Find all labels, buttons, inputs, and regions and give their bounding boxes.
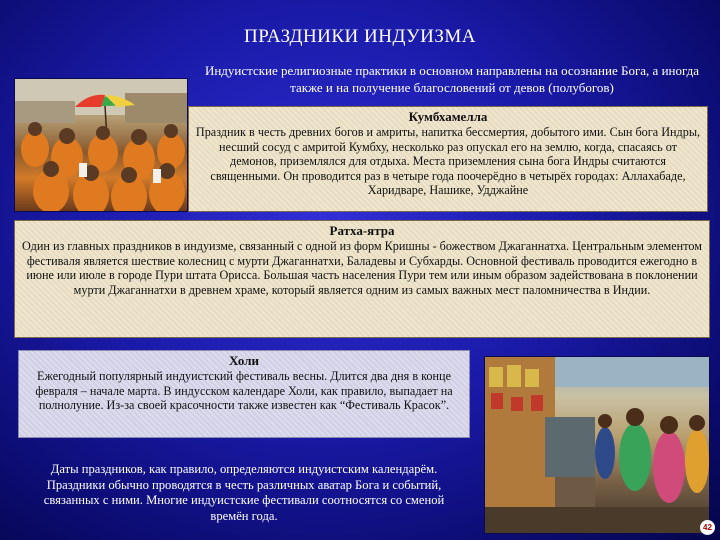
festival-crowd-photo bbox=[14, 78, 188, 212]
holi-panel bbox=[18, 350, 470, 438]
market-illustration bbox=[485, 357, 709, 533]
intro-text: Индуистские религиозные практики в основном направлены на осознание Бога, а иногда также и на получение благословений от девов (полубогов) bbox=[204, 63, 700, 95]
crowd-illustration bbox=[15, 79, 187, 211]
kumbh-mela-text: Праздник в честь древних богов и амриты, напитка бессмертия, добытого ими. Сын бога Индры, несший сосуд с амритой Кумбху, несколько раз опускал его на землю, когда, спасаясь от демонов, приземлялся для отдыха. Места приземления сына бога Индры считаются священными. Он проводится раз в четыре года поочерёдно в четырёх городах: Аллахабаде, Харидваре, Нашике, Удджайне bbox=[195, 125, 701, 198]
kumbh-mela-panel bbox=[188, 106, 708, 212]
ratha-yatra-text: Один из главных праздников в индуизме, связанный с одной из форм Кришны - божеством Джаганнатха. Центральным элементом фестиваля является шествие колесниц с мурти Джаганнатхи, Баладевы и Субхарды. Основной фестиваль проводится ежегодно в июне или июле в городе Пури штата Орисса. Большая часть населения Пури тем или иным образом задействована в поклонении мурти Джаганнатхи в древнем храме, который является одним из самых важных мест паломничества в Индии. bbox=[22, 239, 702, 297]
page-number-badge: 42 bbox=[700, 520, 715, 535]
footer-text: Даты праздников, как правило, определяются индуистским календарём. Праздники обычно проводятся в честь различных аватар Бога и событий, связанных с ними. Многие индуистские фестивали соотносятся со сменой времён года. bbox=[43, 462, 445, 523]
page-title: ПРАЗДНИКИ ИНДУИЗМА bbox=[244, 26, 476, 47]
ratha-yatra-panel bbox=[14, 220, 710, 338]
holi-text: Ежегодный популярный индуистский фестиваль весны. Длится два дня в конце февраля – начале марта. В индусском календаре Холи, как правило, выпадает на полнолуние. Из-за своей красочности также известен как “Фестиваль Красок”. bbox=[35, 369, 453, 413]
market-photo bbox=[484, 356, 710, 534]
ratha-yatra-heading: Ратха-ятра bbox=[329, 223, 395, 238]
holi-heading: Холи bbox=[228, 353, 260, 368]
kumbh-mela-heading: Кумбхамелла bbox=[408, 109, 488, 124]
